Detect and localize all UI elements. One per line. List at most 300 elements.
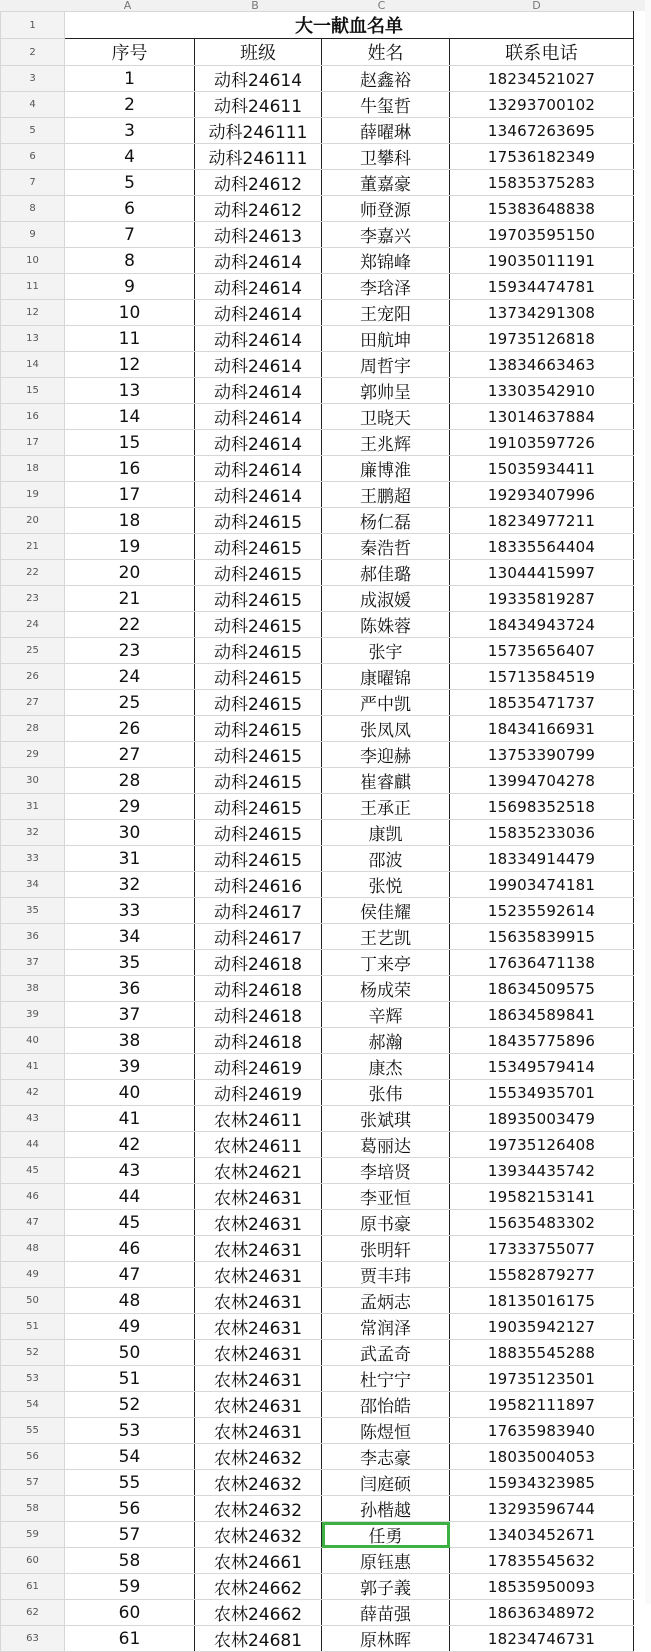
row-number[interactable]: 26 <box>1 664 65 690</box>
row-number[interactable]: 50 <box>1 1288 65 1314</box>
cell-phone[interactable]: 13994704278 <box>450 768 634 794</box>
row-number[interactable]: 42 <box>1 1080 65 1106</box>
cell-phone[interactable]: 19103597726 <box>450 430 634 456</box>
cell-name[interactable]: 王宠阳 <box>322 300 450 326</box>
cell-class[interactable]: 动科246111 <box>195 118 322 144</box>
cell-phone[interactable]: 13934435742 <box>450 1158 634 1184</box>
row-number[interactable]: 31 <box>1 794 65 820</box>
row-number[interactable]: 16 <box>1 404 65 430</box>
cell-phone[interactable]: 13293700102 <box>450 92 634 118</box>
cell-name[interactable]: 崔睿麒 <box>322 768 450 794</box>
row-number[interactable]: 61 <box>1 1574 65 1600</box>
row-number[interactable]: 18 <box>1 456 65 482</box>
row-number[interactable]: 45 <box>1 1158 65 1184</box>
cell-seq[interactable]: 29 <box>65 794 195 820</box>
cell-name[interactable]: 张宇 <box>322 638 450 664</box>
cell-name[interactable]: 原钰惠 <box>322 1548 450 1574</box>
cell-seq[interactable]: 55 <box>65 1470 195 1496</box>
cell-phone[interactable]: 17635983940 <box>450 1418 634 1444</box>
cell-phone[interactable]: 18935003479 <box>450 1106 634 1132</box>
cell-class[interactable]: 农林24611 <box>195 1132 322 1158</box>
cell-class[interactable]: 农林24631 <box>195 1392 322 1418</box>
cell-phone[interactable]: 18135016175 <box>450 1288 634 1314</box>
cell-class[interactable]: 农林24632 <box>195 1496 322 1522</box>
cell-class[interactable]: 动科24614 <box>195 66 322 92</box>
cell-class[interactable]: 动科24618 <box>195 1002 322 1028</box>
cell-seq[interactable]: 9 <box>65 274 195 300</box>
cell-seq[interactable]: 35 <box>65 950 195 976</box>
cell-name[interactable]: 康曜锦 <box>322 664 450 690</box>
row-number[interactable]: 34 <box>1 872 65 898</box>
cell-phone[interactable]: 19903474181 <box>450 872 634 898</box>
cell-class[interactable]: 动科24615 <box>195 664 322 690</box>
cell-class[interactable]: 农林24662 <box>195 1600 322 1626</box>
cell-phone[interactable]: 18636348972 <box>450 1600 634 1626</box>
cell-phone[interactable]: 19035942127 <box>450 1314 634 1340</box>
header-name[interactable]: 姓名 <box>322 39 450 66</box>
row-number[interactable]: 51 <box>1 1314 65 1340</box>
cell-phone[interactable]: 19703595150 <box>450 222 634 248</box>
row-number[interactable]: 4 <box>1 92 65 118</box>
cell-seq[interactable]: 42 <box>65 1132 195 1158</box>
cell-name[interactable]: 周哲宇 <box>322 352 450 378</box>
row-number[interactable]: 49 <box>1 1262 65 1288</box>
cell-name[interactable]: 赵鑫裕 <box>322 66 450 92</box>
cell-class[interactable]: 农林24631 <box>195 1184 322 1210</box>
cell-name[interactable]: 闫庭硕 <box>322 1470 450 1496</box>
cell-seq[interactable]: 57 <box>65 1522 195 1548</box>
cell-seq[interactable]: 21 <box>65 586 195 612</box>
cell-class[interactable]: 动科24613 <box>195 222 322 248</box>
cell-phone[interactable]: 15349579414 <box>450 1054 634 1080</box>
row-number[interactable]: 8 <box>1 196 65 222</box>
cell-name[interactable]: 成淑媛 <box>322 586 450 612</box>
cell-phone[interactable]: 18535471737 <box>450 690 634 716</box>
row-number[interactable]: 24 <box>1 612 65 638</box>
cell-seq[interactable]: 38 <box>65 1028 195 1054</box>
cell-seq[interactable]: 1 <box>65 66 195 92</box>
sheet-title[interactable]: 大一献血名单 <box>65 12 634 39</box>
cell-phone[interactable]: 13467263695 <box>450 118 634 144</box>
cell-phone[interactable]: 19293407996 <box>450 482 634 508</box>
cell-class[interactable]: 动科24615 <box>195 586 322 612</box>
cell-name[interactable]: 孙楷越 <box>322 1496 450 1522</box>
column-header-c[interactable]: C <box>377 0 386 11</box>
cell-phone[interactable]: 18434166931 <box>450 716 634 742</box>
cell-seq[interactable]: 60 <box>65 1600 195 1626</box>
cell-class[interactable]: 动科24614 <box>195 248 322 274</box>
cell-class[interactable]: 动科246111 <box>195 144 322 170</box>
cell-seq[interactable]: 11 <box>65 326 195 352</box>
cell-class[interactable]: 动科24614 <box>195 274 322 300</box>
column-header-b[interactable]: B <box>251 0 259 11</box>
cell-seq[interactable]: 6 <box>65 196 195 222</box>
column-header-a[interactable]: A <box>123 0 132 11</box>
row-number[interactable]: 54 <box>1 1392 65 1418</box>
cell-name[interactable]: 陈煜恒 <box>322 1418 450 1444</box>
cell-phone[interactable]: 17835545632 <box>450 1548 634 1574</box>
cell-name[interactable]: 李嘉兴 <box>322 222 450 248</box>
cell-name[interactable]: 原书豪 <box>322 1210 450 1236</box>
row-number[interactable]: 48 <box>1 1236 65 1262</box>
cell-name[interactable]: 葛丽达 <box>322 1132 450 1158</box>
cell-name[interactable]: 李迎赫 <box>322 742 450 768</box>
cell-name[interactable]: 李琀泽 <box>322 274 450 300</box>
cell-class[interactable]: 农林24632 <box>195 1522 322 1548</box>
row-number[interactable]: 29 <box>1 742 65 768</box>
cell-name[interactable]: 杨仁磊 <box>322 508 450 534</box>
cell-class[interactable]: 动科24615 <box>195 820 322 846</box>
cell-phone[interactable]: 13014637884 <box>450 404 634 430</box>
cell-name[interactable]: 杨成荣 <box>322 976 450 1002</box>
cell-class[interactable]: 农林24631 <box>195 1418 322 1444</box>
cell-phone[interactable]: 18234521027 <box>450 66 634 92</box>
cell-class[interactable]: 动科24614 <box>195 482 322 508</box>
cell-seq[interactable]: 51 <box>65 1366 195 1392</box>
row-number[interactable]: 30 <box>1 768 65 794</box>
row-number[interactable]: 47 <box>1 1210 65 1236</box>
row-number[interactable]: 36 <box>1 924 65 950</box>
cell-name[interactable]: 原林晖 <box>322 1626 450 1652</box>
cell-class[interactable]: 农林24631 <box>195 1314 322 1340</box>
cell-name[interactable]: 王艺凯 <box>322 924 450 950</box>
cell-seq[interactable]: 33 <box>65 898 195 924</box>
row-number[interactable]: 60 <box>1 1548 65 1574</box>
row-number[interactable]: 59 <box>1 1522 65 1548</box>
cell-seq[interactable]: 40 <box>65 1080 195 1106</box>
row-number[interactable]: 44 <box>1 1132 65 1158</box>
cell-class[interactable]: 动科24615 <box>195 534 322 560</box>
cell-class[interactable]: 动科24618 <box>195 1028 322 1054</box>
cell-seq[interactable]: 49 <box>65 1314 195 1340</box>
cell-phone[interactable]: 13834663463 <box>450 352 634 378</box>
cell-class[interactable]: 动科24618 <box>195 950 322 976</box>
cell-phone[interactable]: 13753390799 <box>450 742 634 768</box>
cell-class[interactable]: 农林24632 <box>195 1444 322 1470</box>
header-class[interactable]: 班级 <box>195 39 322 66</box>
cell-seq[interactable]: 37 <box>65 1002 195 1028</box>
cell-phone[interactable]: 19335819287 <box>450 586 634 612</box>
cell-name[interactable]: 张明轩 <box>322 1236 450 1262</box>
cell-seq[interactable]: 58 <box>65 1548 195 1574</box>
cell-class[interactable]: 农林24661 <box>195 1548 322 1574</box>
cell-phone[interactable]: 17536182349 <box>450 144 634 170</box>
cell-name[interactable]: 卫晓天 <box>322 404 450 430</box>
cell-phone[interactable]: 18634509575 <box>450 976 634 1002</box>
row-number[interactable]: 12 <box>1 300 65 326</box>
cell-class[interactable]: 动科24614 <box>195 326 322 352</box>
cell-seq[interactable]: 4 <box>65 144 195 170</box>
cell-phone[interactable]: 15534935701 <box>450 1080 634 1106</box>
row-number[interactable]: 22 <box>1 560 65 586</box>
cell-seq[interactable]: 10 <box>65 300 195 326</box>
cell-class[interactable]: 农林24632 <box>195 1470 322 1496</box>
cell-name[interactable]: 师登源 <box>322 196 450 222</box>
cell-class[interactable]: 农林24631 <box>195 1340 322 1366</box>
cell-seq[interactable]: 14 <box>65 404 195 430</box>
cell-seq[interactable]: 41 <box>65 1106 195 1132</box>
cell-seq[interactable]: 19 <box>65 534 195 560</box>
cell-phone[interactable]: 13734291308 <box>450 300 634 326</box>
cell-class[interactable]: 动科24615 <box>195 794 322 820</box>
cell-class[interactable]: 农林24631 <box>195 1262 322 1288</box>
cell-name[interactable]: 严中凯 <box>322 690 450 716</box>
cell-seq[interactable]: 44 <box>65 1184 195 1210</box>
cell-name[interactable]: 李培贤 <box>322 1158 450 1184</box>
cell-phone[interactable]: 15934323985 <box>450 1470 634 1496</box>
cell-seq[interactable]: 54 <box>65 1444 195 1470</box>
cell-seq[interactable]: 48 <box>65 1288 195 1314</box>
cell-seq[interactable]: 18 <box>65 508 195 534</box>
cell-seq[interactable]: 22 <box>65 612 195 638</box>
row-number[interactable]: 1 <box>1 12 65 39</box>
row-number[interactable]: 2 <box>1 39 65 66</box>
cell-seq[interactable]: 13 <box>65 378 195 404</box>
cell-name[interactable]: 薛曜琳 <box>322 118 450 144</box>
cell-name[interactable]: 张悦 <box>322 872 450 898</box>
row-number[interactable]: 19 <box>1 482 65 508</box>
row-number[interactable]: 33 <box>1 846 65 872</box>
cell-class[interactable]: 动科24614 <box>195 430 322 456</box>
cell-seq[interactable]: 59 <box>65 1574 195 1600</box>
cell-phone[interactable]: 18335564404 <box>450 534 634 560</box>
cell-seq[interactable]: 47 <box>65 1262 195 1288</box>
cell-phone[interactable]: 13403452671 <box>450 1522 634 1548</box>
cell-class[interactable]: 动科24614 <box>195 352 322 378</box>
cell-class[interactable]: 动科24612 <box>195 196 322 222</box>
row-number[interactable]: 9 <box>1 222 65 248</box>
cell-class[interactable]: 农林24631 <box>195 1236 322 1262</box>
cell-seq[interactable]: 3 <box>65 118 195 144</box>
row-number[interactable]: 57 <box>1 1470 65 1496</box>
cell-phone[interactable]: 13044415997 <box>450 560 634 586</box>
cell-phone[interactable]: 18434943724 <box>450 612 634 638</box>
cell-seq[interactable]: 26 <box>65 716 195 742</box>
row-number[interactable]: 43 <box>1 1106 65 1132</box>
row-number[interactable]: 46 <box>1 1184 65 1210</box>
cell-phone[interactable]: 18035004053 <box>450 1444 634 1470</box>
cell-class[interactable]: 动科24619 <box>195 1080 322 1106</box>
cell-name[interactable]: 王承正 <box>322 794 450 820</box>
cell-phone[interactable]: 19735126408 <box>450 1132 634 1158</box>
cell-class[interactable]: 动科24616 <box>195 872 322 898</box>
cell-name[interactable]: 李亚恒 <box>322 1184 450 1210</box>
row-number[interactable]: 21 <box>1 534 65 560</box>
cell-name[interactable]: 杜宁宁 <box>322 1366 450 1392</box>
row-number[interactable]: 41 <box>1 1054 65 1080</box>
header-seq[interactable]: 序号 <box>65 39 195 66</box>
row-number[interactable]: 15 <box>1 378 65 404</box>
cell-name[interactable]: 秦浩哲 <box>322 534 450 560</box>
cell-name[interactable]: 邵怡皓 <box>322 1392 450 1418</box>
cell-seq[interactable]: 16 <box>65 456 195 482</box>
cell-class[interactable]: 动科24615 <box>195 508 322 534</box>
cell-phone[interactable]: 18435775896 <box>450 1028 634 1054</box>
cell-seq[interactable]: 52 <box>65 1392 195 1418</box>
header-phone[interactable]: 联系电话 <box>450 39 634 66</box>
cell-seq[interactable]: 36 <box>65 976 195 1002</box>
row-number[interactable]: 25 <box>1 638 65 664</box>
cell-seq[interactable]: 32 <box>65 872 195 898</box>
cell-name[interactable]: 郑锦峰 <box>322 248 450 274</box>
cell-name[interactable]: 常润泽 <box>322 1314 450 1340</box>
cell-phone[interactable]: 15835233036 <box>450 820 634 846</box>
cell-phone[interactable]: 18535950093 <box>450 1574 634 1600</box>
row-number[interactable]: 27 <box>1 690 65 716</box>
row-number[interactable]: 53 <box>1 1366 65 1392</box>
cell-phone[interactable]: 13293596744 <box>450 1496 634 1522</box>
cell-seq[interactable]: 25 <box>65 690 195 716</box>
cell-phone[interactable]: 17333755077 <box>450 1236 634 1262</box>
cell-seq[interactable]: 45 <box>65 1210 195 1236</box>
cell-name[interactable]: 田航坤 <box>322 326 450 352</box>
row-number[interactable]: 6 <box>1 144 65 170</box>
cell-name[interactable]: 孟炳志 <box>322 1288 450 1314</box>
cell-class[interactable]: 农林24631 <box>195 1210 322 1236</box>
cell-seq[interactable]: 30 <box>65 820 195 846</box>
cell-name[interactable]: 张凤凤 <box>322 716 450 742</box>
cell-phone[interactable]: 19035011191 <box>450 248 634 274</box>
cell-class[interactable]: 农林24631 <box>195 1288 322 1314</box>
cell-seq[interactable]: 46 <box>65 1236 195 1262</box>
cell-name[interactable]: 郝瀚 <box>322 1028 450 1054</box>
row-number[interactable]: 11 <box>1 274 65 300</box>
cell-class[interactable]: 动科24614 <box>195 378 322 404</box>
cell-class[interactable]: 农林24681 <box>195 1626 322 1652</box>
cell-name[interactable]: 丁来亭 <box>322 950 450 976</box>
cell-class[interactable]: 农林24611 <box>195 1106 322 1132</box>
row-number[interactable]: 58 <box>1 1496 65 1522</box>
cell-name[interactable]: 牛玺哲 <box>322 92 450 118</box>
row-number[interactable]: 63 <box>1 1626 65 1652</box>
cell-seq[interactable]: 2 <box>65 92 195 118</box>
cell-name[interactable]: 陈姝蓉 <box>322 612 450 638</box>
cell-name[interactable]: 王鹏超 <box>322 482 450 508</box>
cell-seq[interactable]: 12 <box>65 352 195 378</box>
cell-name[interactable]: 张伟 <box>322 1080 450 1106</box>
row-number[interactable]: 5 <box>1 118 65 144</box>
cell-name[interactable]: 康杰 <box>322 1054 450 1080</box>
cell-seq[interactable]: 24 <box>65 664 195 690</box>
cell-seq[interactable]: 50 <box>65 1340 195 1366</box>
cell-seq[interactable]: 39 <box>65 1054 195 1080</box>
cell-phone[interactable]: 13303542910 <box>450 378 634 404</box>
cell-seq[interactable]: 20 <box>65 560 195 586</box>
cell-seq[interactable]: 31 <box>65 846 195 872</box>
cell-phone[interactable]: 15835375283 <box>450 170 634 196</box>
cell-name[interactable]: 董嘉豪 <box>322 170 450 196</box>
cell-class[interactable]: 动科24614 <box>195 404 322 430</box>
cell-name[interactable]: 郭帅呈 <box>322 378 450 404</box>
cell-phone[interactable]: 18634589841 <box>450 1002 634 1028</box>
cell-seq[interactable]: 7 <box>65 222 195 248</box>
row-number[interactable]: 56 <box>1 1444 65 1470</box>
cell-class[interactable]: 动科24614 <box>195 300 322 326</box>
cell-phone[interactable]: 15635839915 <box>450 924 634 950</box>
row-number[interactable]: 55 <box>1 1418 65 1444</box>
cell-class[interactable]: 动科24615 <box>195 742 322 768</box>
cell-phone[interactable]: 19582153141 <box>450 1184 634 1210</box>
cell-name[interactable]: 辛辉 <box>322 1002 450 1028</box>
cell-class[interactable]: 动科24617 <box>195 898 322 924</box>
cell-name[interactable]: 郝佳璐 <box>322 560 450 586</box>
row-number[interactable]: 62 <box>1 1600 65 1626</box>
row-number[interactable]: 39 <box>1 1002 65 1028</box>
cell-class[interactable]: 农林24662 <box>195 1574 322 1600</box>
row-number[interactable]: 37 <box>1 950 65 976</box>
cell-phone[interactable]: 18835545288 <box>450 1340 634 1366</box>
cell-phone[interactable]: 15698352518 <box>450 794 634 820</box>
cell-phone[interactable]: 15934474781 <box>450 274 634 300</box>
row-number[interactable]: 35 <box>1 898 65 924</box>
row-number[interactable]: 40 <box>1 1028 65 1054</box>
cell-name[interactable]: 邵波 <box>322 846 450 872</box>
row-number[interactable]: 28 <box>1 716 65 742</box>
cell-phone[interactable]: 18334914479 <box>450 846 634 872</box>
row-number[interactable]: 3 <box>1 66 65 92</box>
cell-class[interactable]: 动科24614 <box>195 456 322 482</box>
row-number[interactable]: 10 <box>1 248 65 274</box>
cell-name[interactable]: 康凯 <box>322 820 450 846</box>
cell-name[interactable]: 薛苗强 <box>322 1600 450 1626</box>
cell-seq[interactable]: 23 <box>65 638 195 664</box>
cell-class[interactable]: 动科24615 <box>195 690 322 716</box>
cell-class[interactable]: 动科24615 <box>195 560 322 586</box>
row-number[interactable]: 32 <box>1 820 65 846</box>
cell-seq[interactable]: 27 <box>65 742 195 768</box>
cell-seq[interactable]: 17 <box>65 482 195 508</box>
cell-class[interactable]: 动科24615 <box>195 846 322 872</box>
cell-name[interactable]: 贾丰玮 <box>322 1262 450 1288</box>
cell-seq[interactable]: 53 <box>65 1418 195 1444</box>
row-number[interactable]: 7 <box>1 170 65 196</box>
cell-name[interactable]: 廉博淮 <box>322 456 450 482</box>
cell-seq[interactable]: 43 <box>65 1158 195 1184</box>
row-number[interactable]: 38 <box>1 976 65 1002</box>
cell-class[interactable]: 动科24615 <box>195 612 322 638</box>
cell-phone[interactable]: 15735656407 <box>450 638 634 664</box>
cell-name[interactable]: 张斌琪 <box>322 1106 450 1132</box>
cell-class[interactable]: 动科24619 <box>195 1054 322 1080</box>
cell-phone[interactable]: 18234977211 <box>450 508 634 534</box>
cell-phone[interactable]: 15582879277 <box>450 1262 634 1288</box>
cell-phone[interactable]: 17636471138 <box>450 950 634 976</box>
cell-class[interactable]: 动科24612 <box>195 170 322 196</box>
cell-name[interactable]: 任勇 <box>322 1522 450 1548</box>
cell-name[interactable]: 侯佳耀 <box>322 898 450 924</box>
cell-class[interactable]: 动科24618 <box>195 976 322 1002</box>
cell-name[interactable]: 王兆辉 <box>322 430 450 456</box>
cell-name[interactable]: 卫攀科 <box>322 144 450 170</box>
column-header-d[interactable]: D <box>532 0 541 11</box>
cell-phone[interactable]: 18234746731 <box>450 1626 634 1652</box>
cell-seq[interactable]: 8 <box>65 248 195 274</box>
cell-class[interactable]: 动科24615 <box>195 638 322 664</box>
cell-phone[interactable]: 15713584519 <box>450 664 634 690</box>
cell-phone[interactable]: 15635483302 <box>450 1210 634 1236</box>
cell-seq[interactable]: 56 <box>65 1496 195 1522</box>
row-number[interactable]: 13 <box>1 326 65 352</box>
cell-phone[interactable]: 15035934411 <box>450 456 634 482</box>
cell-phone[interactable]: 19582111897 <box>450 1392 634 1418</box>
cell-name[interactable]: 郭子義 <box>322 1574 450 1600</box>
cell-phone[interactable]: 15235592614 <box>450 898 634 924</box>
cell-name[interactable]: 李志豪 <box>322 1444 450 1470</box>
cell-phone[interactable]: 19735126818 <box>450 326 634 352</box>
cell-class[interactable]: 动科24611 <box>195 92 322 118</box>
cell-class[interactable]: 动科24617 <box>195 924 322 950</box>
cell-class[interactable]: 农林24631 <box>195 1366 322 1392</box>
